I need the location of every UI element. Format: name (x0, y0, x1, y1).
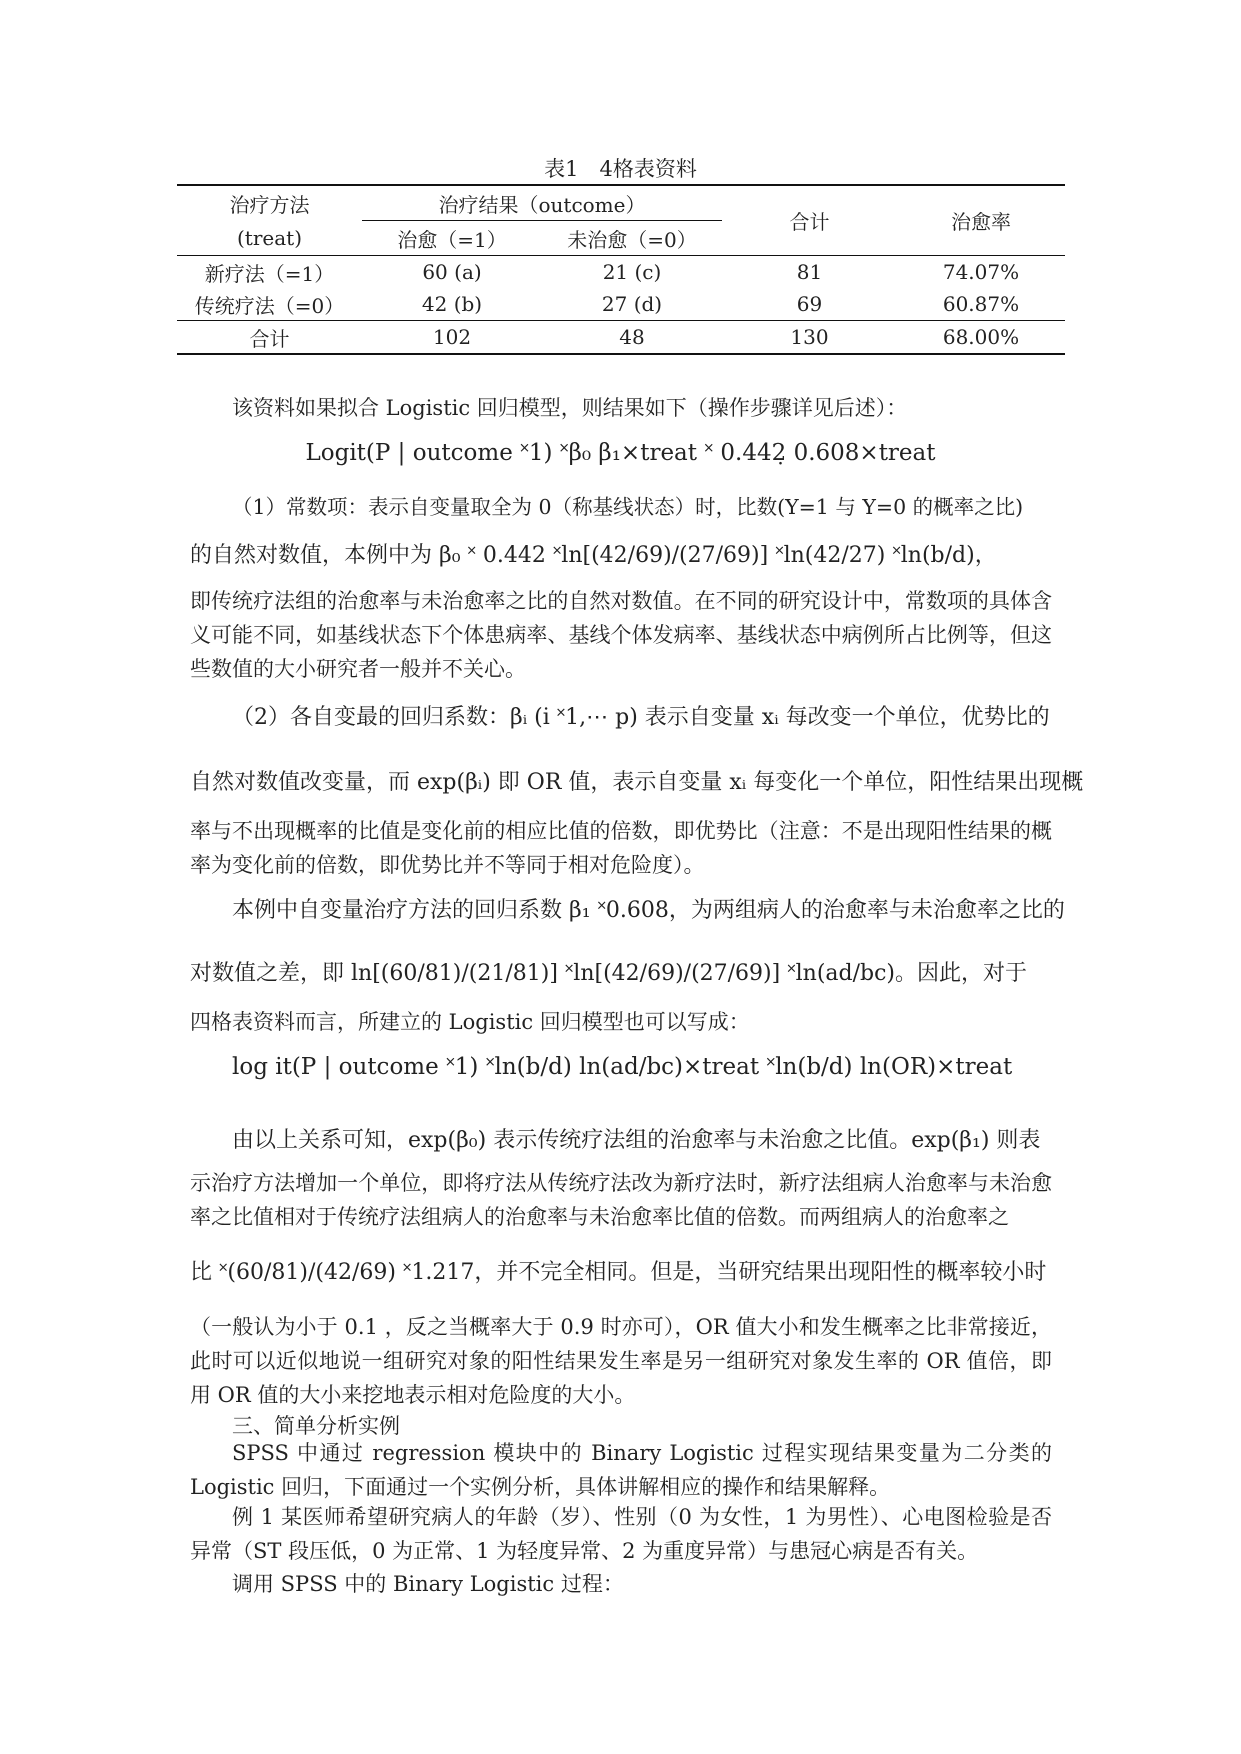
cell-cured: 102 (362, 321, 542, 355)
header-treat-line1: 治疗方法 (177, 185, 362, 221)
paragraph-procedure: 调用 SPSS 中的 Binary Logistic 过程： (232, 1572, 624, 1596)
cell-method: 合计 (177, 321, 362, 355)
cell-rate: 60.87% (942, 292, 1020, 316)
cell-cured: 42 (b) (421, 292, 483, 316)
paragraph-example-2: 对数值之差，即 ln[(60/81)/(21/81)] ˟ln[(42/69)/(27/69)] ˟ln(ad/bc)。因此，对于 (190, 961, 1027, 986)
paragraph-spss: SPSS 中通过 regression 模块中的 Binary Logistic 过程实现结果变量为二分类的 Logistic 回归，下面通过一个实例分析，具体讲解相应的操作和结果解释。 (190, 1441, 1052, 1499)
paragraph-relation-1: 由以上关系可知，exp(β₀) 表示传统疗法组的治愈率与未治愈之比值。exp(β₁) 则表 (232, 1128, 1041, 1153)
table-caption: 表1 4格表资料 (544, 157, 697, 181)
paragraph-constant-1: （1）常数项：表示自变量取全为 0（称基线状态）时，比数(Y=1 与 Y=0 的概率之比) (232, 495, 1024, 519)
paragraph-constant-3: 即传统疗法组的治愈率与未治愈率之比的自然对数值。在不同的研究设计中，常数项的具体含义可能不同，如基线状态下个体患病率、基线个体发病率、基线状态中病例所占比例等，但这些数值的大小研究者一般并不关心。 (190, 589, 1052, 681)
formula-logit-2: log it(P | outcome ˟1) ˟ln(b/d) ln(ad/bc)×treat ˟ln(b/d) ln(OR)×treat (232, 1054, 1013, 1080)
header-treat-line2: (treat) (237, 225, 302, 250)
formula-logit-1: Logit(P | outcome ˟1) ˟β₀ β₁×treat ˟ 0.442̣ 0.608×treat (305, 440, 936, 466)
paragraph-relation-2: 示治疗方法增加一个单位，即将疗法从传统疗法改为新疗法时，新疗法组病人治愈率与未治愈率之比值相对于传统疗法组病人的治愈率与未治愈率比值的倍数。而两组病人的治愈率之 (190, 1171, 1052, 1229)
paragraph-coef-3: 率与不出现概率的比值是变化前的相应比值的倍数，即优势比（注意：不是出现阳性结果的概率为变化前的倍数，即优势比并不等同于相对危险度）。 (190, 819, 1052, 877)
cell-method: 新疗法（=1） (177, 256, 362, 289)
paragraph-relation-4: （一般认为小于 0.1 ，反之当概率大于 0.9 时亦可），OR 值大小和发生概率之比非常接近，此时可以近似地说一组研究对象的阳性结果发生率是另一组研究对象发生率的 OR 值倍，即用 OR 值的大小来挖地表示相对危险度的大小。 (190, 1315, 1052, 1407)
paragraph-example-case: 例 1 某医师希望研究病人的年龄（岁）、性别（0 为女性，1 为男性）、心电图检验是否异常（ST 段压低，0 为正常、1 为轻度异常、2 为重度异常）与患冠心病是否有关。 (190, 1505, 1052, 1563)
paragraph-example-1: 本例中自变量治疗方法的回归系数 β₁ ˟0.608，为两组病人的治愈率与未治愈率之比的 (232, 898, 1065, 923)
cell-rate: 74.07% (897, 256, 1065, 289)
cell-not-cured: 48 (542, 321, 722, 355)
cell-not-cured: 21 (c) (542, 256, 722, 289)
cell-cured: 60 (a) (362, 256, 542, 289)
section-heading-3: 三、简单分析实例 (232, 1414, 400, 1438)
cell-total: 81 (722, 256, 897, 289)
header-total: 合计 (722, 185, 897, 256)
contingency-table (177, 184, 1065, 355)
header-not-cured: 未治愈（=0） (567, 227, 697, 252)
paragraph-relation-3: 比 ˟(60/81)/(42/69) ˟1.217，并不完全相同。但是，当研究结果出现阳性的概率较小时 (190, 1260, 1047, 1285)
cell-total: 130 (722, 321, 897, 355)
header-cured: 治愈（=1） (397, 227, 507, 252)
cell-rate: 68.00% (897, 321, 1065, 355)
paragraph-constant-2: 的自然对数值，本例中为 β₀ ˟ 0.442 ˟ln[(42/69)/(27/69)] ˟ln(42/27) ˟ln(b/d)， (190, 543, 997, 568)
cell-total: 69 (796, 292, 823, 316)
paragraph-intro: 该资料如果拟合 Logistic 回归模型，则结果如下（操作步骤详见后述）： (232, 396, 908, 420)
paragraph-coef-1: （2）各自变最的回归系数：βᵢ (i ˟1,⋯ p) 表示自变量 xᵢ 每改变一个单位，优势比的 (232, 705, 1050, 730)
cell-not-cured: 27 (d) (601, 292, 663, 316)
table-total-row (177, 321, 1065, 355)
paragraph-example-3: 四格表资料而言，所建立的 Logistic 回归模型也可以写成： (190, 1010, 750, 1034)
table-row (177, 256, 1065, 289)
table-row (177, 288, 1065, 321)
cell-method: 传统疗法（=0） (194, 293, 345, 318)
header-outcome: 治疗结果（outcome） (362, 185, 722, 221)
header-rate: 治愈率 (897, 185, 1065, 256)
paragraph-coef-2: 自然对数值改变量，而 exp(βᵢ) 即 OR 值，表示自变量 xᵢ 每变化一个单位，阳性结果出现概 (190, 770, 1084, 795)
